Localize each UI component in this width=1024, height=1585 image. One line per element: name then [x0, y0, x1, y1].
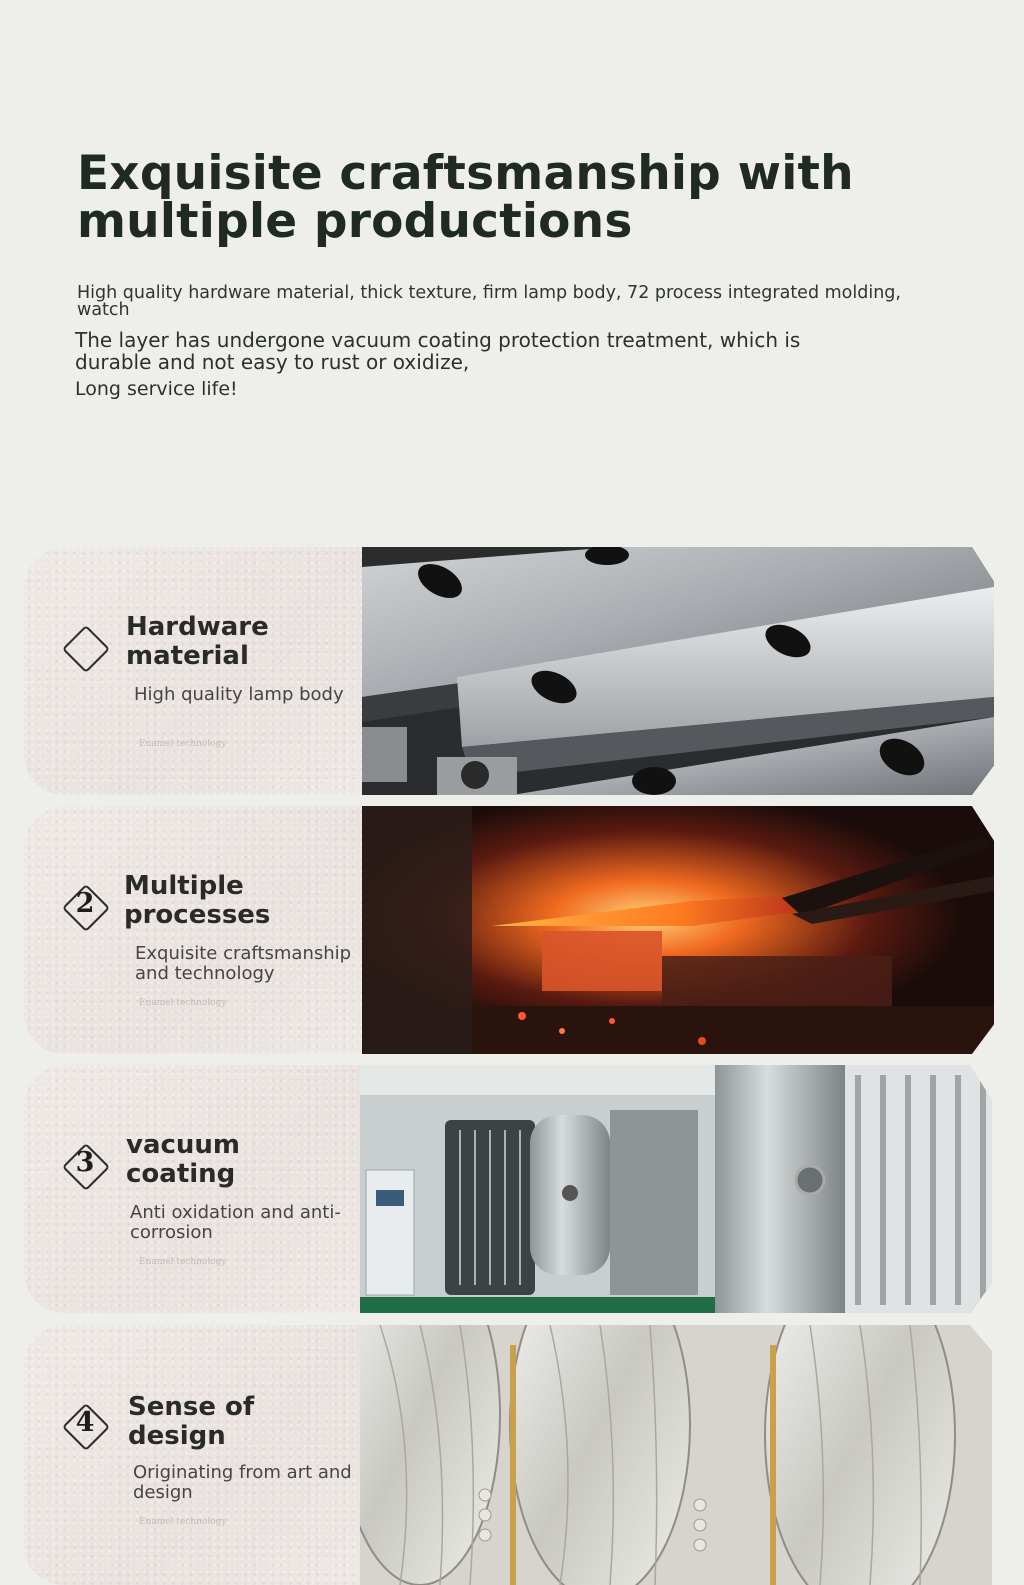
headline-line-1: Exquisite craftsmanship with: [77, 146, 854, 201]
intro-paragraph-2: The layer has undergone vacuum coating protection treatment, which is durable and not easy to rust or oxidize,: [75, 328, 801, 374]
feature-card: [24, 547, 364, 795]
feature-description: Originating from art and design: [133, 1462, 352, 1503]
number-2-diamond-icon: 2: [62, 884, 108, 930]
feature-description: High quality lamp body: [134, 684, 344, 705]
intro-paragraph-1: High quality hardware material, thick texture, firm lamp body, 72 process integrated molding, watch: [77, 283, 901, 320]
forging-photo: [362, 806, 994, 1054]
number-3-diamond-icon: 3: [62, 1143, 108, 1189]
vacuum-coating-machine-photo: [360, 1065, 992, 1313]
intro-paragraph-3: Long service life!: [75, 378, 238, 400]
feature-multiple-processes: [24, 806, 994, 1054]
feature-hardware-material: [24, 547, 994, 795]
feature-description: Anti oxidation and anti-corrosion: [130, 1202, 341, 1243]
feature-watermark: Enamel technology: [139, 1517, 227, 1527]
feature-card: [24, 1325, 364, 1585]
number-4-diamond-icon: 4: [62, 1403, 108, 1449]
feature-title: Multiple processes: [124, 871, 271, 930]
feature-title: vacuum coating: [126, 1130, 241, 1189]
feature-title: Sense of design: [128, 1392, 255, 1451]
intro-text: [75, 285, 955, 400]
steel-bars-photo: [362, 547, 994, 795]
feature-card: [24, 1065, 364, 1313]
page-headline: [77, 146, 937, 249]
feature-card: [24, 806, 364, 1054]
feature-watermark: Enamel technology: [139, 998, 227, 1008]
headline-line-2: multiple productions: [77, 194, 633, 249]
crystal-chandelier-photo: [360, 1325, 992, 1585]
feature-vacuum-coating: [24, 1065, 994, 1313]
feature-title: Hardware material: [126, 612, 269, 671]
feature-sense-of-design: [24, 1325, 994, 1585]
feature-watermark: Enamel technology: [139, 739, 227, 749]
diamond-icon: [62, 625, 108, 671]
feature-watermark: Enamel technology: [139, 1257, 227, 1267]
feature-description: Exquisite craftsmanship and technology: [135, 943, 352, 984]
